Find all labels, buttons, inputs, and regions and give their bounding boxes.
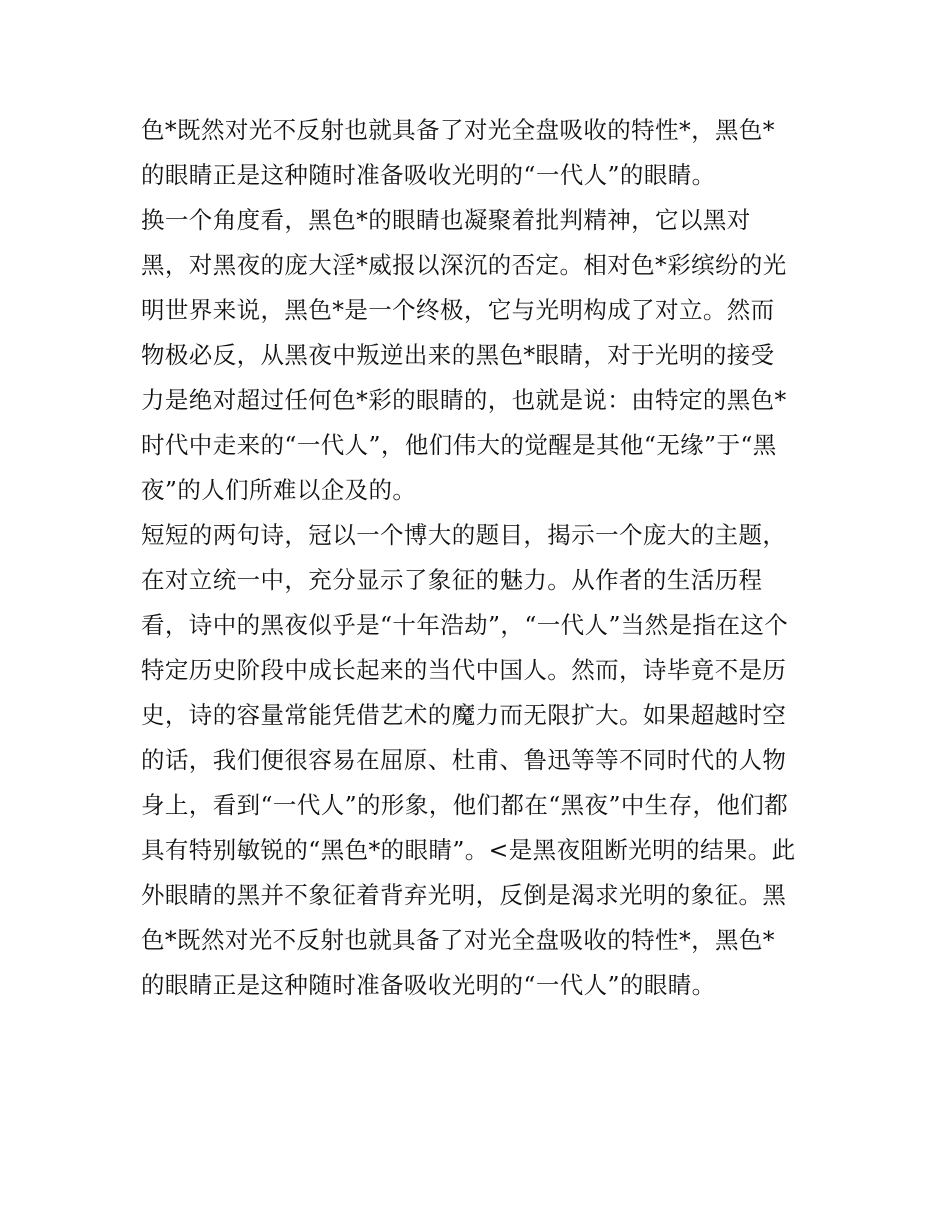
text-line: 看，诗中的黑夜似乎是“十年浩劫”，“一代人”当然是指在这个 bbox=[141, 611, 789, 639]
text-line: 色*既然对光不反射也就具备了对光全盘吸收的特性*，黑色* bbox=[141, 116, 775, 144]
text-line: 的眼睛正是这种随时准备吸收光明的“一代人”的眼睛。 bbox=[141, 161, 716, 189]
text-line: 黑，对黑夜的庞大淫*威报以深沉的否定。相对色*彩缤纷的光 bbox=[141, 251, 787, 279]
text-line: 时代中走来的“一代人”，他们伟大的觉醒是其他“无缘”于“黑 bbox=[141, 431, 777, 459]
text-line: 色*既然对光不反射也就具备了对光全盘吸收的特性*，黑色* bbox=[141, 926, 775, 954]
text-line: 特定历史阶段中成长起来的当代中国人。然而，诗毕竟不是历 bbox=[141, 656, 787, 684]
text-line: 短短的两句诗，冠以一个博大的题目，揭示一个庞大的主题， bbox=[141, 521, 787, 549]
text-line: 力是绝对超过任何色*彩的眼睛的，也就是说：由特定的黑色* bbox=[141, 386, 787, 414]
text-line: 换一个角度看，黑色*的眼睛也凝聚着批判精神，它以黑对 bbox=[141, 206, 751, 234]
text-line: 的话，我们便很容易在屈原、杜甫、鲁迅等等不同时代的人物 bbox=[141, 746, 787, 774]
text-line: 明世界来说，黑色*是一个终极，它与光明构成了对立。然而 bbox=[141, 296, 775, 324]
text-line: 夜”的人们所难以企及的。 bbox=[141, 476, 417, 504]
text-line: 外眼睛的黑并不象征着背弃光明，反倒是渴求光明的象征。黑 bbox=[141, 881, 787, 909]
text-line: 史，诗的容量常能凭借艺术的魔力而无限扩大。如果超越时空 bbox=[141, 701, 787, 729]
text-line: 具有特别敏锐的“黑色*的眼睛”。<是黑夜阻断光明的结果。此 bbox=[141, 836, 796, 864]
text-line: 在对立统一中，充分显示了象征的魅力。从作者的生活历程 bbox=[141, 566, 763, 594]
text-line: 物极必反，从黑夜中叛逆出来的黑色*眼睛，对于光明的接受 bbox=[141, 341, 775, 369]
document-body bbox=[141, 108, 821, 1008]
text-line: 身上，看到“一代人”的形象，他们都在“黑夜”中生存，他们都 bbox=[141, 791, 789, 819]
text-line: 的眼睛正是这种随时准备吸收光明的“一代人”的眼睛。 bbox=[141, 971, 716, 999]
